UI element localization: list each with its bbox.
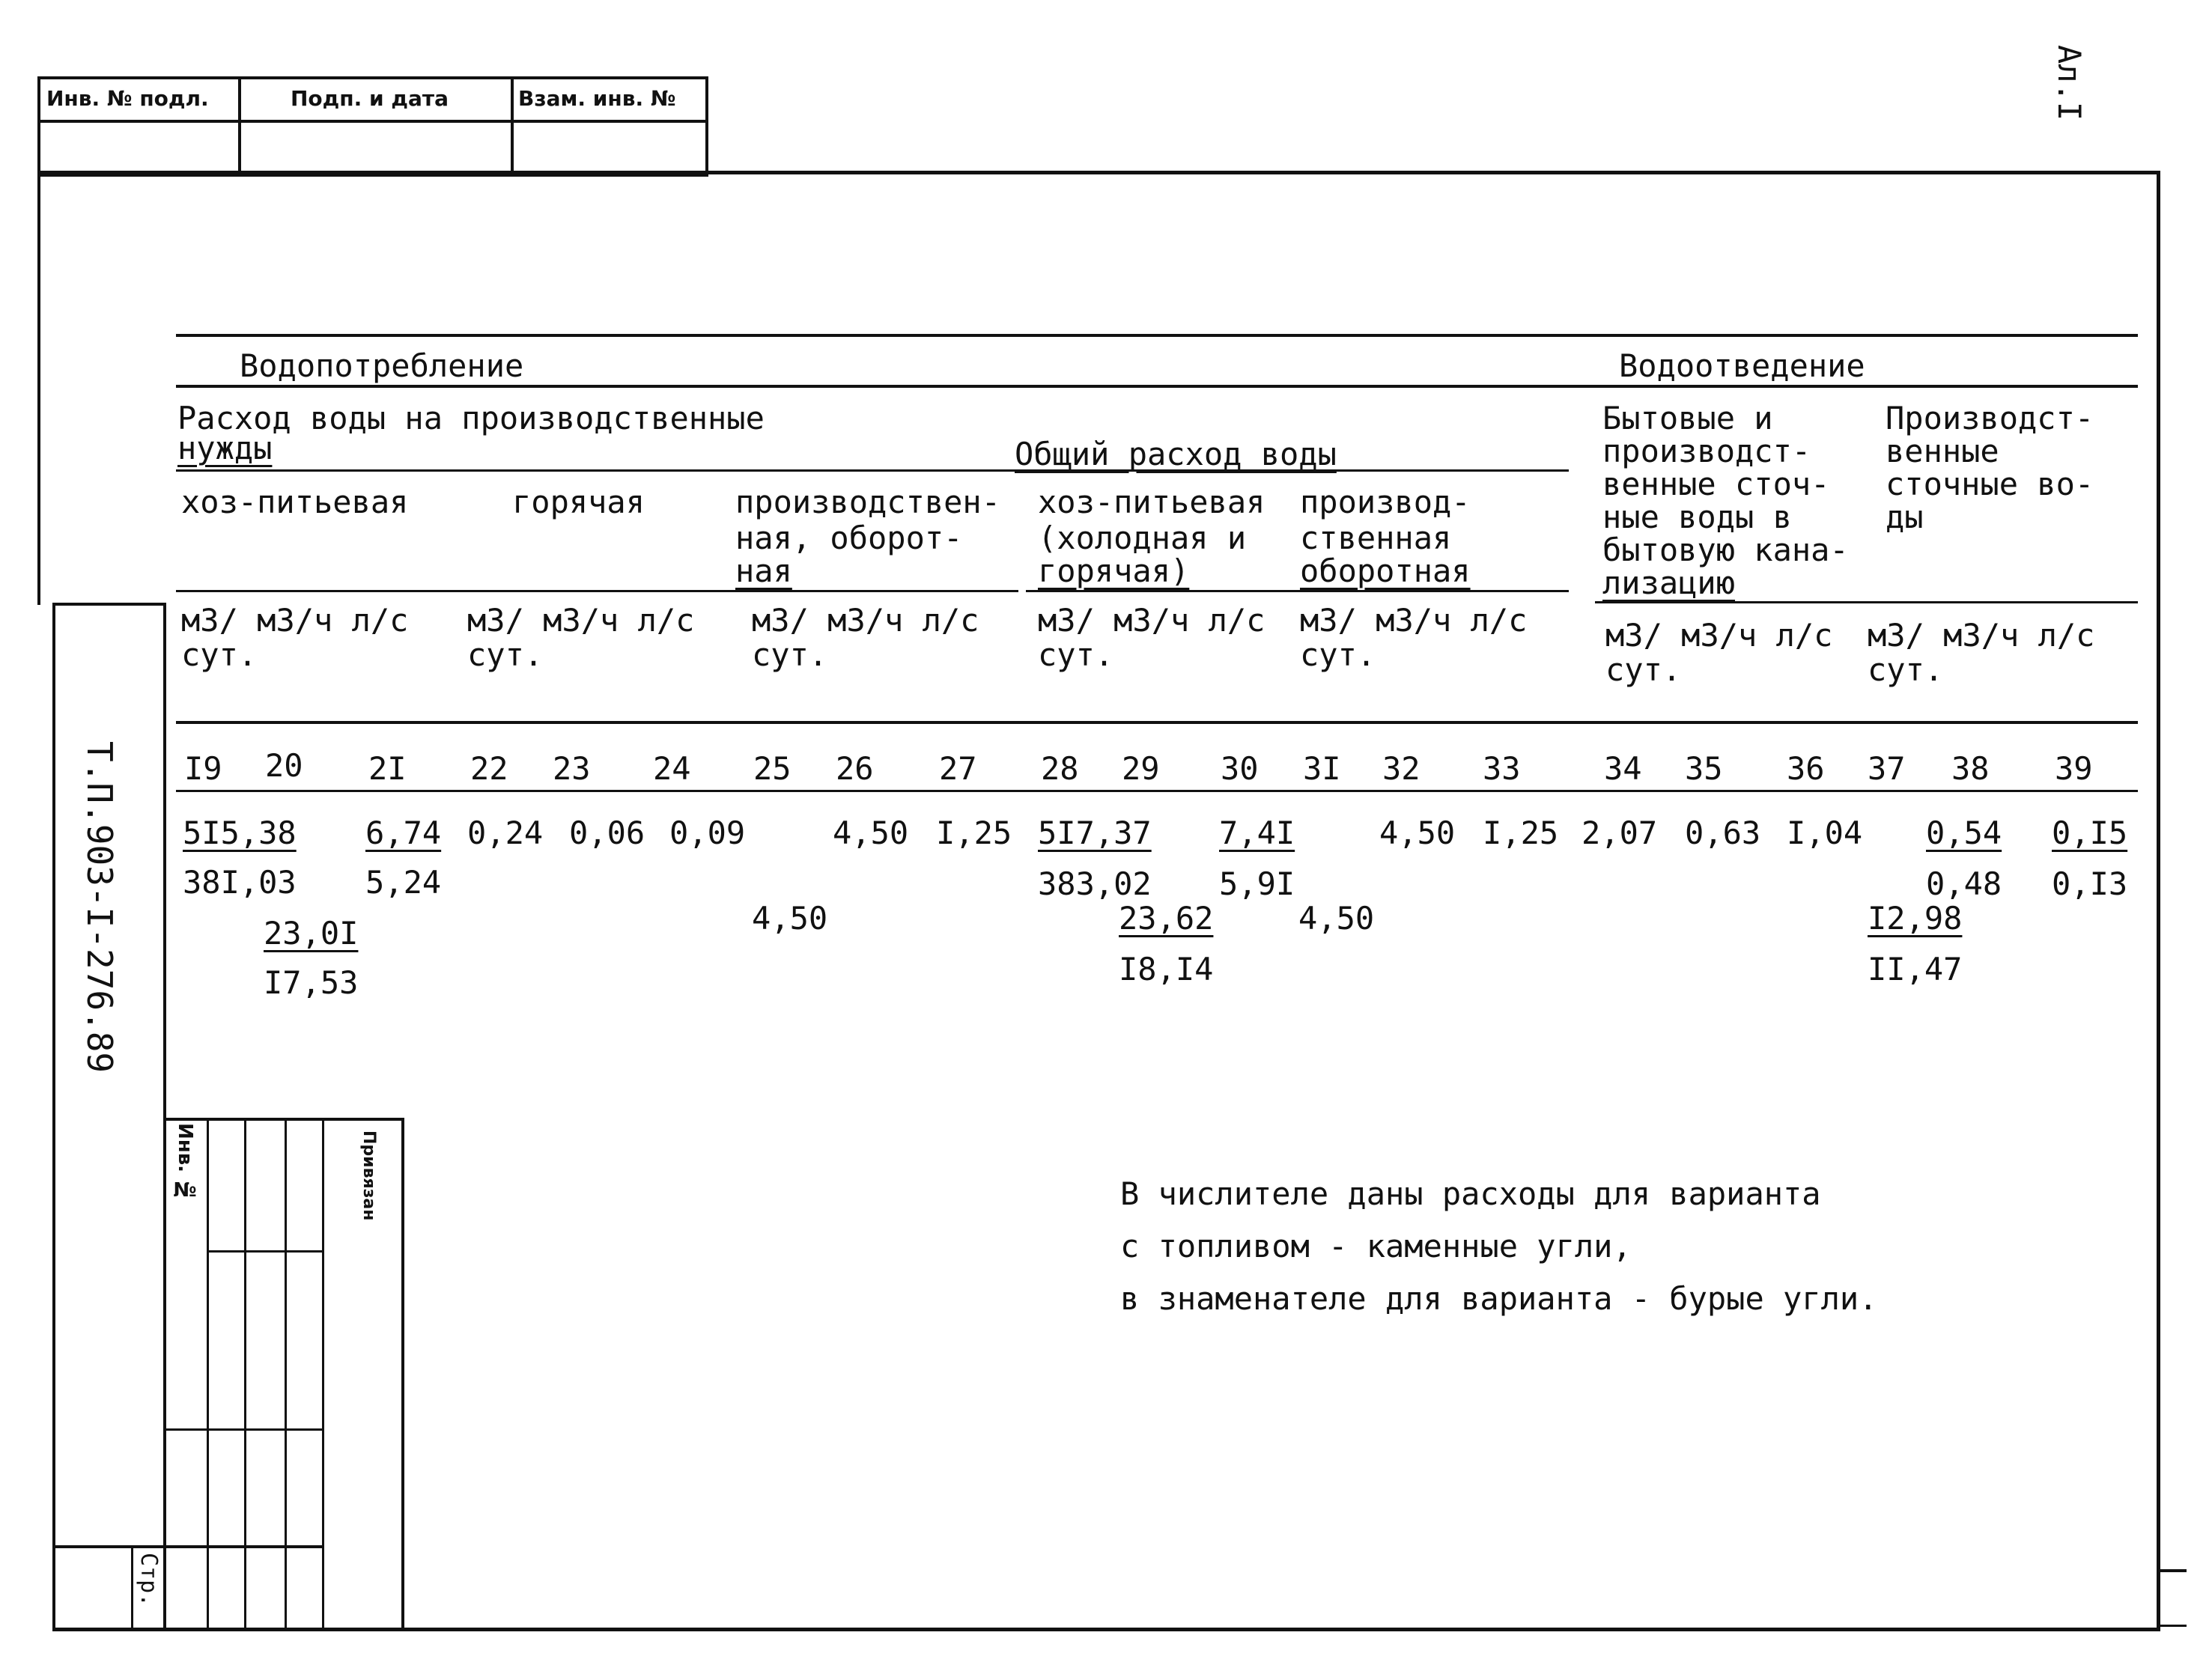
header-prod-needs-2: нужды <box>177 430 273 466</box>
col-num-36: 36 <box>1787 750 1825 787</box>
value-c27: I,25 <box>936 815 1012 851</box>
unit-day: сут. <box>1605 651 1682 688</box>
value-c33: I,25 <box>1483 815 1559 851</box>
header-household-1: Бытовые и <box>1602 400 1773 436</box>
value-c39-den: 0,I3 <box>2052 865 2128 902</box>
header-household-2: производст- <box>1602 433 1811 469</box>
value-c29-den: I8,I4 <box>1119 951 1214 987</box>
header-household-5: бытовую кана- <box>1602 532 1849 568</box>
code-col-left <box>52 603 55 1630</box>
unit-group-2 <box>467 603 694 672</box>
side-stamp-row <box>166 1428 323 1431</box>
header-prod-needs: Расход воды на производственные <box>177 400 765 436</box>
note-line-3: в знаменателе для варианта - бурые угли. <box>1120 1280 1878 1317</box>
frame-top <box>37 171 2160 174</box>
header-industrial-1: Производст- <box>1886 400 2094 436</box>
col-num-32: 32 <box>1382 750 1421 787</box>
frame-left <box>37 171 40 605</box>
value-c19-den: 38I,03 <box>183 864 297 901</box>
col-num-29: 29 <box>1122 750 1160 787</box>
sub-total-drinking-1: хоз-питьевая <box>1038 484 1265 520</box>
stamp-divider <box>511 76 514 177</box>
sub-drinking: хоз-питьевая <box>181 484 409 520</box>
table-rule <box>176 590 1018 592</box>
value-c20-den: I7,53 <box>264 964 359 1001</box>
unit-day: сут. <box>467 636 544 673</box>
col-num-25: 25 <box>753 750 791 787</box>
table-rule <box>176 790 2138 792</box>
stamp-divider <box>238 76 241 177</box>
value-c34: 2,07 <box>1581 815 1658 851</box>
unit-l-s: л/с <box>1470 602 1528 639</box>
sub-hot: горячая <box>512 484 645 520</box>
unit-m3-day: м3/ <box>1868 617 1924 654</box>
sub-total-drinking-3: горячая) <box>1038 553 1190 589</box>
frame-tick <box>2157 1625 2187 1627</box>
unit-m3-day: м3/ <box>1300 602 1357 639</box>
stamp-inv-podl: Инв. № подл. <box>46 86 209 111</box>
code-col-right <box>163 603 166 1630</box>
frame-right <box>2157 171 2160 1631</box>
side-stamp-page: Стр. <box>136 1553 162 1607</box>
unit-m3-day: м3/ <box>181 602 238 639</box>
unit-m3-h: м3/ч <box>1681 617 1757 654</box>
col-num-21: 2I <box>368 750 407 787</box>
sub-prod-3: ная <box>735 553 792 589</box>
col-num-34: 34 <box>1604 750 1642 787</box>
table-rule <box>1026 590 1569 592</box>
side-stamp-row <box>207 1250 323 1253</box>
col-num-23: 23 <box>553 750 591 787</box>
sub-total-drinking-2: (холодная и <box>1038 520 1247 556</box>
unit-m3-h: м3/ч <box>1113 602 1190 639</box>
side-stamp-col <box>244 1118 246 1630</box>
sub-prod-2: ная, оборот- <box>735 520 963 556</box>
sub-prod-1: производствен- <box>735 484 1001 520</box>
value-c28-num: 5I7,37 <box>1038 815 1152 851</box>
value-c19-num: 5I5,38 <box>183 815 297 851</box>
col-num-19: I9 <box>184 750 222 787</box>
unit-group-5 <box>1300 603 1527 672</box>
side-stamp-col <box>285 1118 287 1630</box>
unit-day: сут. <box>1038 636 1114 673</box>
stamp-podp-data: Подп. и дата <box>291 86 449 111</box>
unit-group-7 <box>1868 618 2094 687</box>
value-c23: 0,06 <box>569 815 645 851</box>
table-rule <box>176 385 2138 388</box>
unit-group-4 <box>1038 603 1265 672</box>
header-household-4: ные воды в <box>1602 499 1792 535</box>
table-rule <box>176 721 2138 724</box>
table-rule <box>176 469 1569 472</box>
stamp-vzam-inv: Взам. инв. № <box>518 86 676 111</box>
col-num-35: 35 <box>1685 750 1723 787</box>
value-c20-num: 23,0I <box>264 915 359 952</box>
col-num-38: 38 <box>1951 750 1990 787</box>
header-water-use: Водопотребление <box>240 347 524 384</box>
col-num-20: 20 <box>265 747 303 784</box>
value-c24: 0,09 <box>669 815 746 851</box>
header-water-disposal: Водоотведение <box>1619 347 1865 384</box>
side-stamp-col <box>207 1118 209 1630</box>
col-num-22: 22 <box>470 750 508 787</box>
header-total: Общий расход воды <box>1015 436 1337 472</box>
col-num-30: 30 <box>1221 750 1259 787</box>
col-num-33: 33 <box>1483 750 1521 787</box>
unit-l-s: л/с <box>1208 602 1265 639</box>
col-num-39: 39 <box>2055 750 2093 787</box>
value-c31: 4,50 <box>1298 900 1375 937</box>
value-c37-num: I2,98 <box>1868 900 1963 937</box>
col-num-26: 26 <box>836 750 874 787</box>
header-industrial-3: сточные во- <box>1886 466 2094 502</box>
code-col-top <box>52 603 165 606</box>
note-line-2: с топливом - каменные угли, <box>1120 1228 1632 1264</box>
unit-l-s: л/с <box>922 602 979 639</box>
unit-day: сут. <box>752 636 828 673</box>
side-stamp-row <box>52 1545 323 1548</box>
sheet-label: Ал.I <box>2051 45 2088 121</box>
side-stamp-inv: Инв. № <box>174 1123 196 1202</box>
frame-tick <box>2157 1569 2187 1572</box>
col-num-27: 27 <box>939 750 977 787</box>
unit-m3-day: м3/ <box>1038 602 1095 639</box>
value-c28-den: 383,02 <box>1038 865 1152 902</box>
table-rule <box>176 334 2138 337</box>
unit-l-s: л/с <box>637 602 695 639</box>
col-num-31: 3I <box>1303 750 1341 787</box>
header-household-3: венные сточ- <box>1602 466 1830 502</box>
unit-m3-day: м3/ <box>467 602 524 639</box>
table-rule <box>1595 601 2138 603</box>
sub-total-prod-3: оборотная <box>1300 553 1471 589</box>
value-c26: 4,50 <box>833 815 909 851</box>
doc-code: Т.П.903-I-276.89 <box>79 741 120 1074</box>
unit-day: сут. <box>181 636 258 673</box>
value-c21-num: 6,74 <box>365 815 442 851</box>
unit-m3-day: м3/ <box>752 602 809 639</box>
value-c30-num: 7,4I <box>1219 815 1295 851</box>
unit-m3-h: м3/ч <box>257 602 333 639</box>
header-industrial-4: ды <box>1886 499 1924 535</box>
side-stamp-privyazan: Привязан <box>359 1130 378 1221</box>
unit-m3-h: м3/ч <box>1376 602 1452 639</box>
value-c30-den: 5,9I <box>1219 865 1295 902</box>
unit-l-s: л/с <box>1775 617 1833 654</box>
unit-m3-h: м3/ч <box>543 602 619 639</box>
unit-m3-h: м3/ч <box>1943 617 2020 654</box>
value-c39-num: 0,I5 <box>2052 815 2128 851</box>
note-line-1: В числителе даны расходы для варианта <box>1120 1175 1821 1212</box>
col-num-24: 24 <box>653 750 691 787</box>
value-c22: 0,24 <box>467 815 544 851</box>
unit-group-3 <box>752 603 979 672</box>
value-c25: 4,50 <box>752 900 828 937</box>
sub-total-prod-2: ственная <box>1300 520 1452 556</box>
unit-day: сут. <box>1300 636 1376 673</box>
unit-l-s: л/с <box>2038 617 2095 654</box>
header-industrial-2: венные <box>1886 433 1999 469</box>
value-c32: 4,50 <box>1379 815 1456 851</box>
unit-group-6 <box>1605 618 1832 687</box>
unit-m3-h: м3/ч <box>827 602 904 639</box>
unit-day: сут. <box>1868 651 1944 688</box>
stamp-divider <box>37 120 708 123</box>
value-c21-den: 5,24 <box>365 864 442 901</box>
unit-group-1 <box>181 603 408 672</box>
unit-m3-day: м3/ <box>1605 617 1662 654</box>
value-c29-num: 23,62 <box>1119 900 1214 937</box>
col-num-37: 37 <box>1868 750 1906 787</box>
side-stamp-col <box>131 1545 133 1630</box>
value-c36: I,04 <box>1787 815 1863 851</box>
sub-total-prod-1: производ- <box>1300 484 1471 520</box>
frame-bottom <box>52 1628 2160 1631</box>
unit-l-s: л/с <box>351 602 409 639</box>
value-c38-den: 0,48 <box>1926 865 2002 902</box>
value-c37-den: II,47 <box>1868 951 1963 987</box>
value-c38-num: 0,54 <box>1926 815 2002 851</box>
header-household-6: лизацию <box>1602 564 1736 601</box>
value-c35: 0,63 <box>1685 815 1761 851</box>
side-stamp-col <box>322 1118 324 1630</box>
col-num-28: 28 <box>1041 750 1079 787</box>
side-stamp-col <box>401 1118 404 1630</box>
